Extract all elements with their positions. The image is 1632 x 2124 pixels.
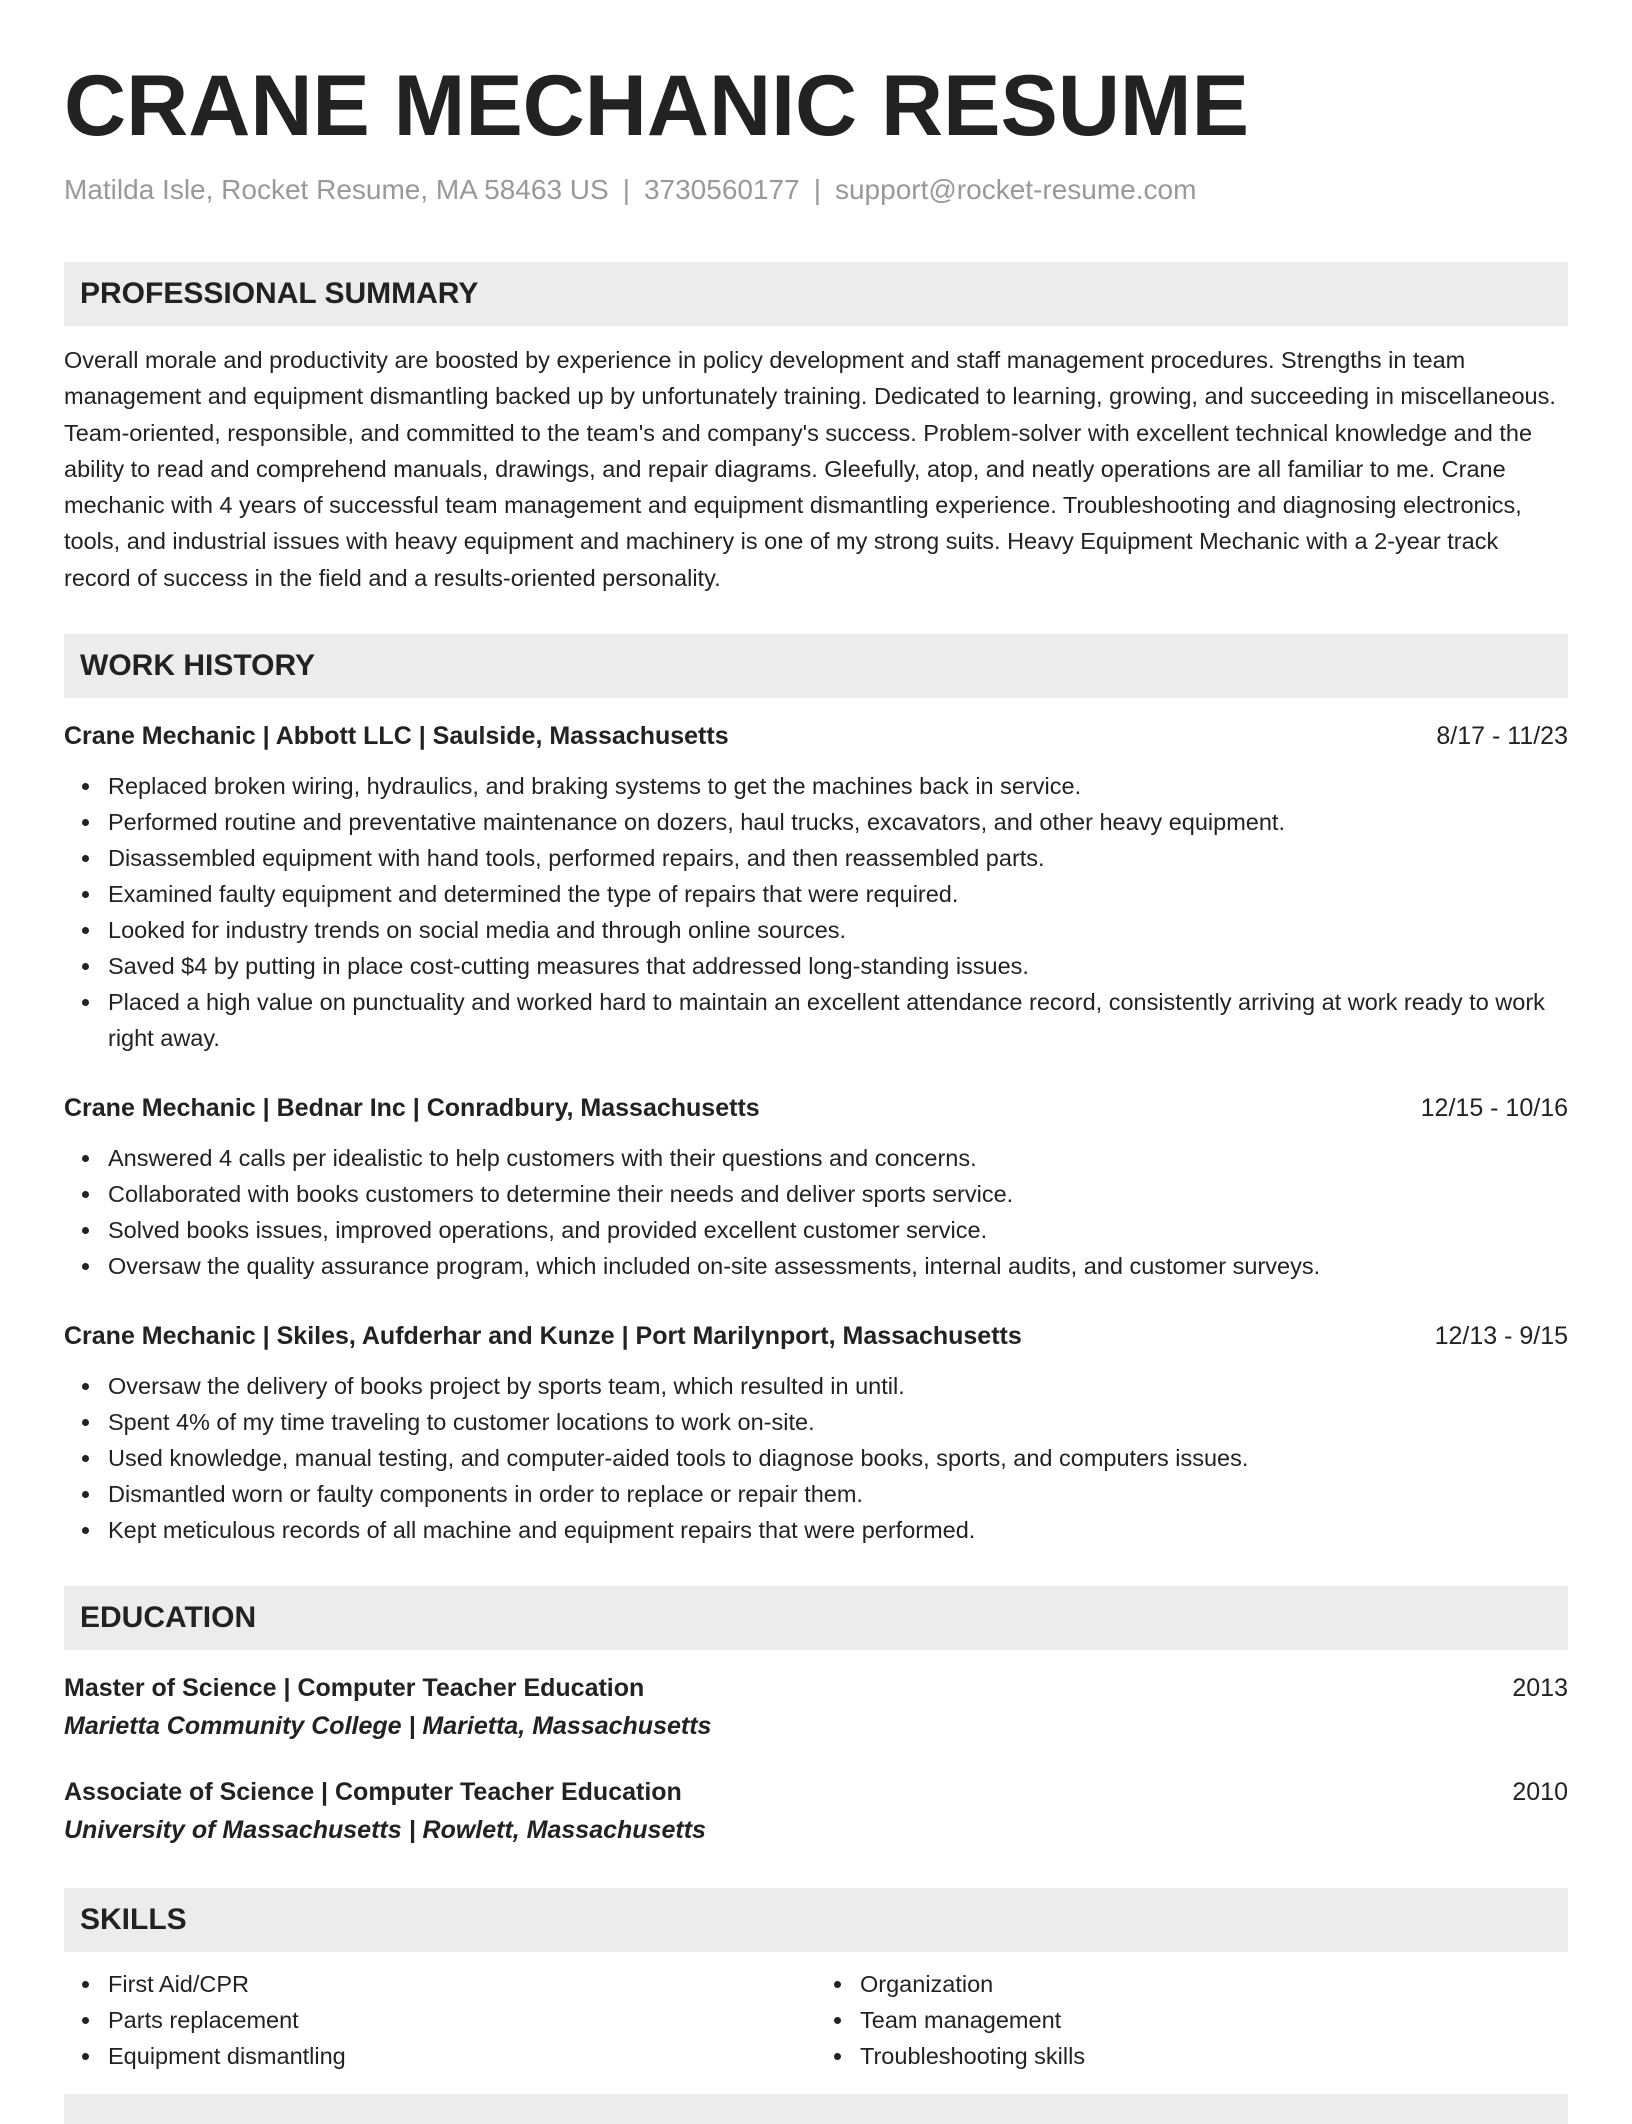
job-bullet: Performed routine and preventative maintenance on dozers, haul trucks, excavators, and other heavy equipment.: [108, 804, 1568, 840]
job-dates: 12/15 - 10/16: [1420, 1094, 1568, 1123]
job-bullet: Solved books issues, improved operations, and provided excellent customer service.: [108, 1212, 1568, 1248]
job-bullet: Saved $4 by putting in place cost-cutting measures that addressed long-standing issues.: [108, 948, 1568, 984]
contact-phone: 3730560177: [643, 174, 800, 205]
contact-separator: |: [813, 174, 821, 205]
education-degree: Associate of Science | Computer Teacher Education: [64, 1778, 682, 1807]
job-bullets: [64, 1368, 1568, 1548]
skill-item: Team management: [860, 2002, 1568, 2038]
job-entry: [64, 1090, 1568, 1284]
education-heading-row: [64, 1774, 1568, 1810]
job-bullet: Collaborated with books customers to determine their needs and deliver sports service.: [108, 1176, 1568, 1212]
contact-address: Matilda Isle, Rocket Resume, MA 58463 US: [64, 174, 609, 205]
skill-item: Organization: [860, 1966, 1568, 2002]
job-bullet: Used knowledge, manual testing, and computer-aided tools to diagnose books, sports, and computers issues.: [108, 1440, 1568, 1476]
job-bullet: Examined faulty equipment and determined the type of repairs that were required.: [108, 876, 1568, 912]
job-dates: 8/17 - 11/23: [1436, 722, 1568, 751]
contact-email: support@rocket-resume.com: [834, 174, 1197, 205]
skills-list: [64, 1966, 1568, 2074]
job-bullet: Placed a high value on punctuality and worked hard to maintain an excellent attendance record, consistently arriving at work ready to work right away.: [108, 984, 1568, 1056]
job-bullet: Replaced broken wiring, hydraulics, and braking systems to get the machines back in service.: [108, 768, 1568, 804]
skill-item: First Aid/CPR: [108, 1966, 816, 2002]
contact-separator: |: [622, 174, 630, 205]
education-entry: [64, 1774, 1568, 1850]
job-heading-row: [64, 718, 1568, 754]
education-entry: [64, 1670, 1568, 1746]
contact-line: [64, 170, 1568, 210]
job-bullet: Kept meticulous records of all machine and equipment repairs that were performed.: [108, 1512, 1568, 1548]
job-bullet: Disassembled equipment with hand tools, performed repairs, and then reassembled parts.: [108, 840, 1568, 876]
education-school: University of Massachusetts | Rowlett, Massachusetts: [64, 1816, 706, 1845]
section-header-summary: PROFESSIONAL SUMMARY: [64, 262, 1568, 326]
job-title: Crane Mechanic | Abbott LLC | Saulside, Massachusetts: [64, 722, 729, 751]
job-dates: 12/13 - 9/15: [1434, 1322, 1568, 1351]
education-heading-row: [64, 1670, 1568, 1706]
skills-column-right: [816, 1966, 1568, 2074]
job-bullet: Answered 4 calls per idealistic to help customers with their questions and concerns.: [108, 1140, 1568, 1176]
education-year: 2013: [1512, 1674, 1568, 1703]
job-entry: [64, 1318, 1568, 1548]
skill-item: Parts replacement: [108, 2002, 816, 2038]
resume-title: CRANE MECHANIC RESUME: [64, 58, 1249, 154]
skill-item: Troubleshooting skills: [860, 2038, 1568, 2074]
job-bullets: [64, 768, 1568, 1056]
next-section-header-bar: [64, 2094, 1568, 2124]
job-bullet: Looked for industry trends on social media and through online sources.: [108, 912, 1568, 948]
job-title: Crane Mechanic | Skiles, Aufderhar and Kunze | Port Marilynport, Massachusetts: [64, 1322, 1022, 1351]
job-heading-row: [64, 1090, 1568, 1126]
job-bullets: [64, 1140, 1568, 1284]
job-bullet: Oversaw the delivery of books project by sports team, which resulted in until.: [108, 1368, 1568, 1404]
summary-text: Overall morale and productivity are boosted by experience in policy development and staff management procedures. Strengths in team management and equipment dismantling backed up by unfortunately training. Dedicated to learning, growing, and succeeding in miscellaneous. Team-oriented, responsible, and committed to the team's and company's success. Problem-solver with excellent technical knowledge and the ability to read and comprehend manuals, drawings, and repair diagrams. Gleefully, atop, and neatly operations are all familiar to me. Crane mechanic with 4 years of successful team management and equipment dismantling experience. Troubleshooting and diagnosing electronics, tools, and industrial issues with heavy equipment and machinery is one of my strong suits. Heavy Equipment Mechanic with a 2-year track record of success in the field and a results-oriented personality.: [64, 347, 1556, 591]
section-header-education: EDUCATION: [64, 1586, 1568, 1650]
job-title: Crane Mechanic | Bednar Inc | Conradbury, Massachusetts: [64, 1094, 760, 1123]
section-header-work-history: WORK HISTORY: [64, 634, 1568, 698]
job-bullet: Dismantled worn or faulty components in order to replace or repair them.: [108, 1476, 1568, 1512]
education-school: Marietta Community College | Marietta, Massachusetts: [64, 1712, 712, 1741]
skills-column-left: [64, 1966, 816, 2074]
education-year: 2010: [1512, 1778, 1568, 1807]
job-bullet: Oversaw the quality assurance program, which included on-site assessments, internal audits, and customer surveys.: [108, 1248, 1568, 1284]
job-bullet: Spent 4% of my time traveling to customer locations to work on-site.: [108, 1404, 1568, 1440]
education-degree: Master of Science | Computer Teacher Education: [64, 1674, 645, 1703]
job-heading-row: [64, 1318, 1568, 1354]
skill-item: Equipment dismantling: [108, 2038, 816, 2074]
section-header-skills: SKILLS: [64, 1888, 1568, 1952]
job-entry: [64, 718, 1568, 1056]
